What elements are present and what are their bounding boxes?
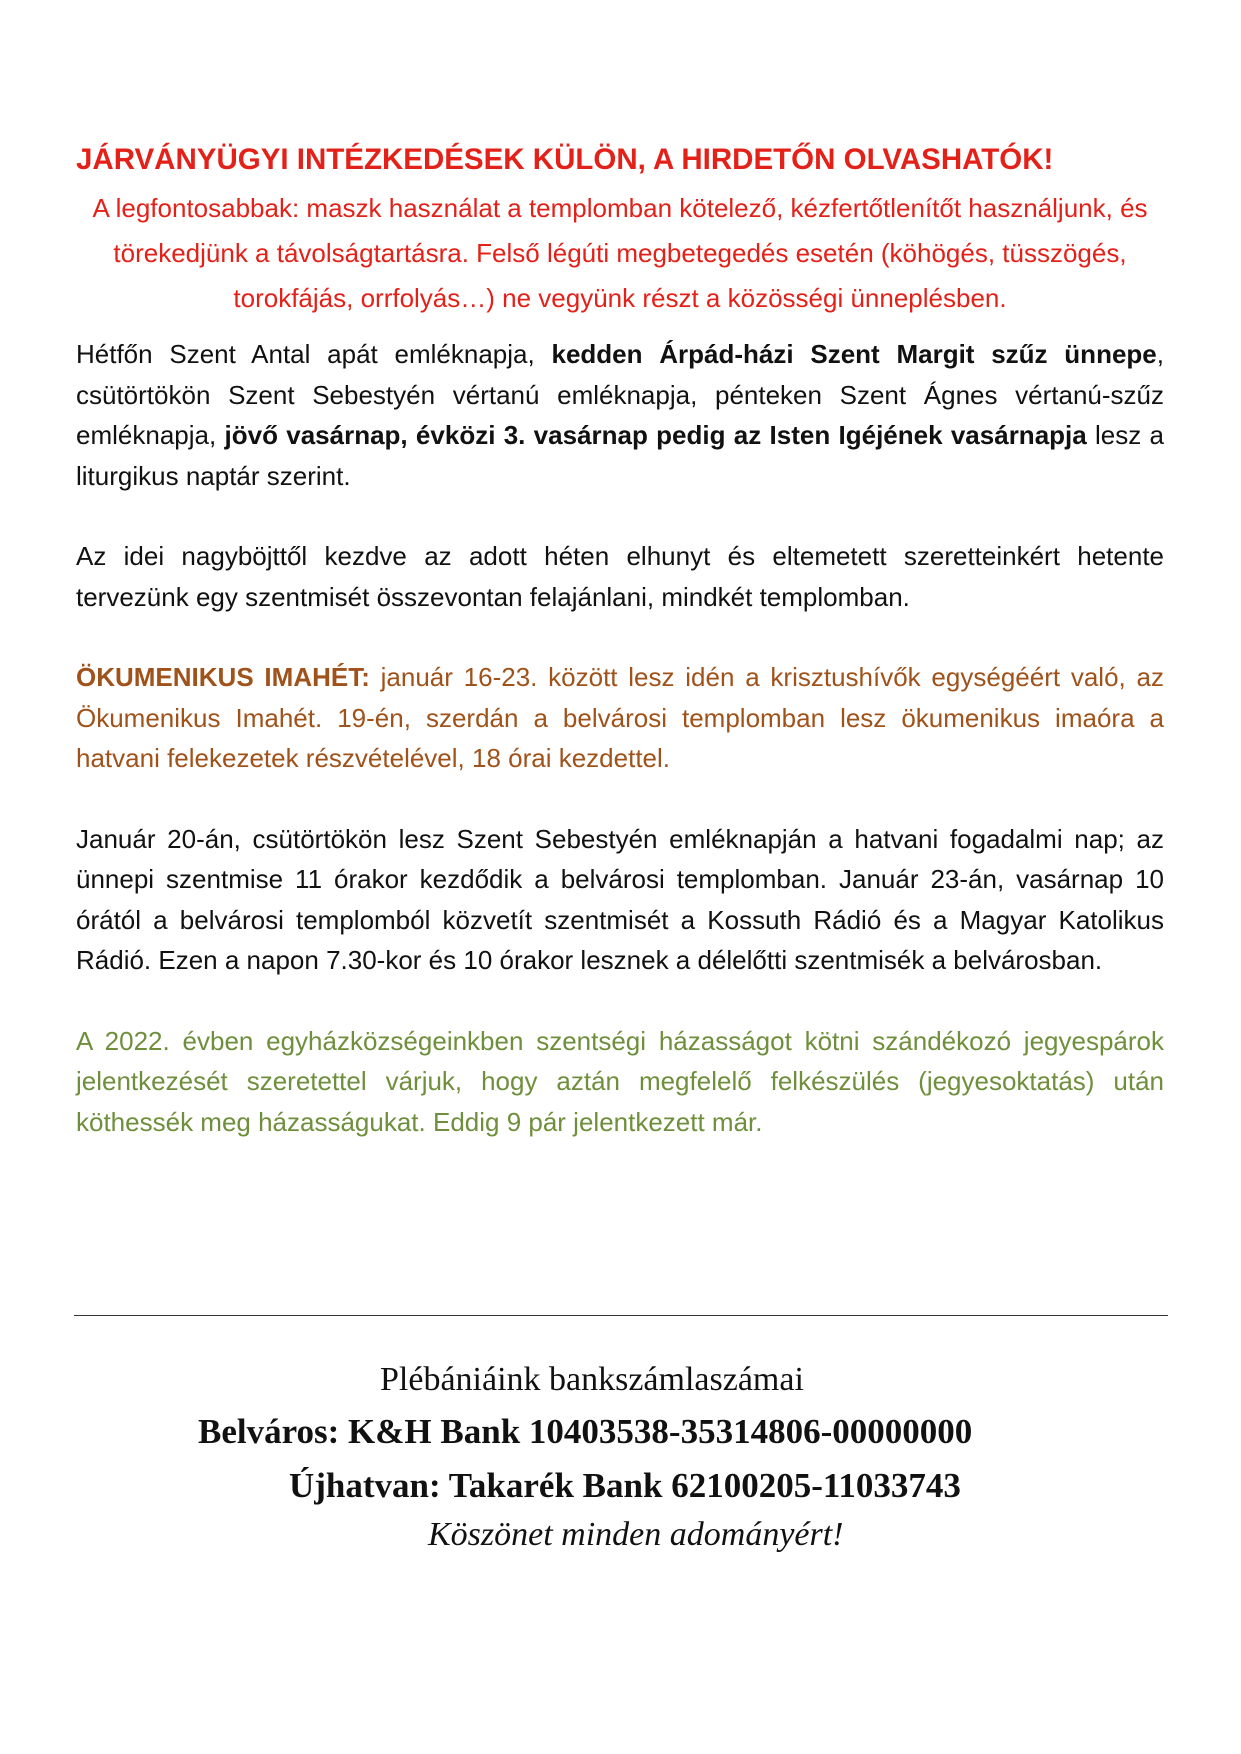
feasts-text-3: lesz a liturgikus naptár szerint.: [76, 420, 1164, 491]
ecumenical-text: január 16-23. között lesz idén a krisztushívők egységéért való, az Ökumenikus Imahét. 19-én, szerdán a belvárosi templomban lesz ökumenikus imaóra a hatvani felekezetek részvételével, 18 órai kezdettel.: [76, 662, 1164, 773]
feasts-bold-2: jövő vasárnap, évközi 3. vasárnap pedig az Isten Igéjének vasárnapja: [224, 420, 1087, 450]
covid-rules-paragraph: A legfontosabbak: maszk használat a templomban kötelező, kézfertőtlenítőt használjunk, és törekedjünk a távolságtartásra. Felső légúti megbetegedés esetén (köhögés, tüsszögés, torokfájás, orrfolyás…) ne vegyünk részt a közösségi ünneplésben.: [92, 193, 1148, 313]
vow-day-paragraph: Január 20-án, csütörtökön lesz Szent Sebestyén emléknapján a hatvani fogadalmi nap; az ünnepi szentmise 11 órakor kezdődik a belvárosi templomban. Január 23-án, vasárnap 10 órától a belvárosi templomból közvetít szentmisét a Kossuth Rádió és a Magyar Katolikus Rádió. Ezen a napon 7.30-kor és 10 órakor lesznek a délelőtti szentmisék a belvárosban.: [76, 823, 1164, 975]
feasts-text-2: , csütörtökön Szent Sebestyén vértanú emléknapja, pénteken Szent Ágnes vértanú-szűz emléknapja,: [76, 339, 1164, 450]
bank-account-belvaros: Belváros: K&H Bank 10403538-35314806-00000000: [198, 1412, 973, 1451]
divider-line: [74, 1315, 1168, 1316]
marriage-paragraph: A 2022. évben egyházközségeinkben szentségi házasságot kötni szándékozó jegyespárok jelentkezését szeretettel várjuk, hogy aztán megfelelő felkészülés (jegyesoktatás) után köthessék meg házasságukat. Eddig 9 pár jelentkezett már.: [76, 1025, 1164, 1137]
feasts-bold-1: kedden Árpád-házi Szent Margit szűz ünnepe: [551, 339, 1157, 369]
feasts-paragraph: [76, 334, 1164, 496]
bank-account-ujhatvan: Újhatvan: Takarék Bank 62100205-11033743: [289, 1466, 961, 1505]
ecumenical-paragraph: [76, 657, 1164, 779]
announcement-page: [76, 140, 1164, 1182]
bank-accounts-title: Plébániáink bankszámlaszámai: [380, 1361, 804, 1398]
donation-thanks: Köszönet minden adományért!: [428, 1516, 844, 1553]
feasts-text-1: Hétfőn Szent Antal apát emléknapja,: [76, 339, 552, 369]
lent-mass-paragraph: Az idei nagyböjttől kezdve az adott héten elhunyt és eltemetett szeretteinkért hetente tervezünk egy szentmisét összevontan felajánlani, mindkét templomban.: [76, 541, 1164, 612]
covid-headline: JÁRVÁNYÜGYI INTÉZKEDÉSEK KÜLÖN, A HIRDETŐN OLVASHATÓK!: [76, 143, 1054, 176]
ecumenical-label: ÖKUMENIKUS IMAHÉT:: [76, 662, 370, 692]
